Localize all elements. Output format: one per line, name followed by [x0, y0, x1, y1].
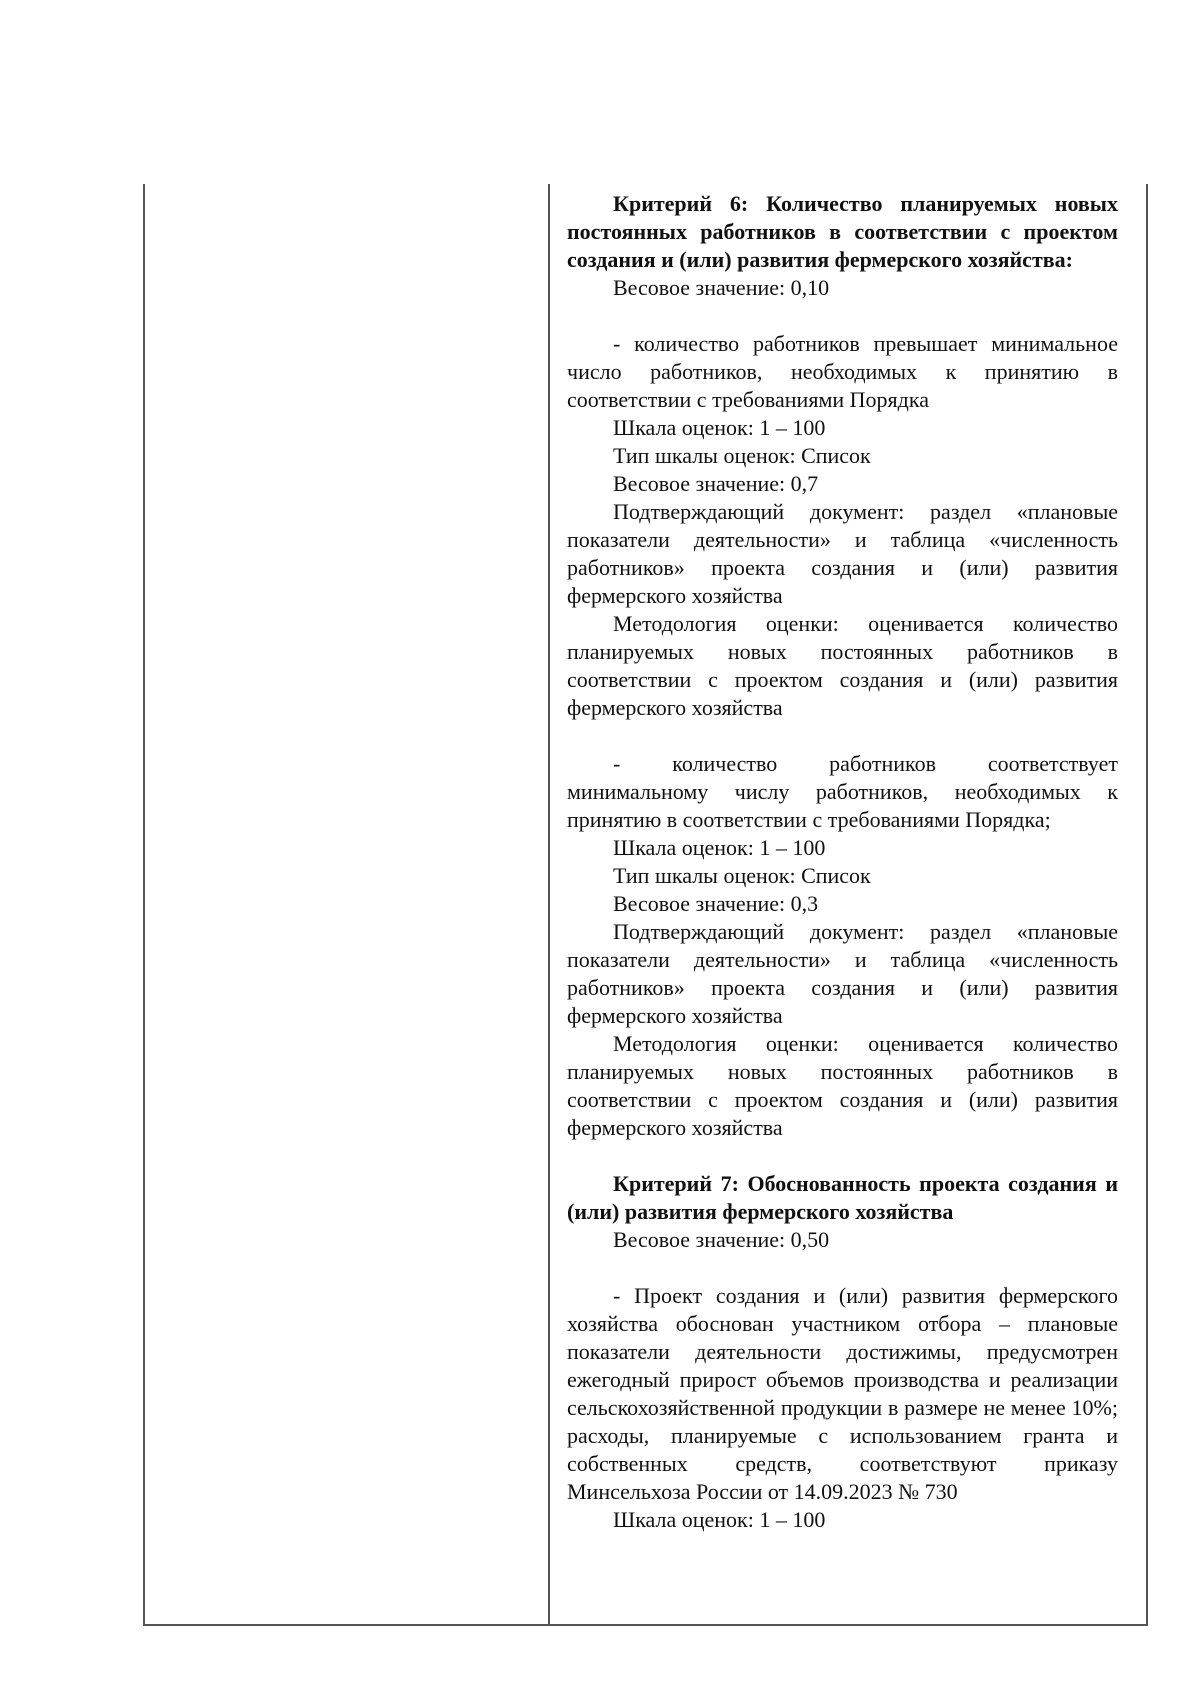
criterion-6-option-1-scale: Шкала оценок: 1 – 100	[613, 415, 826, 440]
criterion-6-heading: Критерий 6: Количество планируемых новых постоянных работников в соответствии с проектом создания и (или) развития фермерского хозяйства:	[567, 191, 1118, 272]
criterion-7-weight: Весовое значение: 0,50	[613, 1227, 830, 1252]
criterion-6-option-2-document: Подтверждающий документ: раздел «плановые показатели деятельности» и таблица «численность работников» проекта создания и (или) развития фермерского хозяйства	[567, 919, 1118, 1028]
criterion-6-option-2-text: - количество работников соответствует минимальному числу работников, необходимых к принятию в соответствии с требованиями Порядка;	[567, 751, 1118, 832]
criterion-6-option-2-scale-type: Тип шкалы оценок: Список	[613, 863, 871, 888]
criterion-6-option-2-scale: Шкала оценок: 1 – 100	[613, 835, 826, 860]
criterion-7-option-1-text: - Проект создания и (или) развития фермерского хозяйства обоснован участником отбора – плановые показатели деятельности достижимы, предусмотрен ежегодный прирост объемов производства и реализации сельскохозяйственной продукции в размере не менее 10%; расходы, планируемые с использованием гранта и собственных средств, соответствуют приказу Минсельхоза России от 14.09.2023 № 730	[567, 1283, 1118, 1504]
criterion-6-option-1-scale-type: Тип шкалы оценок: Список	[613, 443, 871, 468]
criteria-table	[143, 184, 1148, 1626]
column-divider	[548, 184, 550, 1624]
criterion-6-option-2-methodology: Методология оценки: оценивается количество планируемых новых постоянных работников в соответствии с проектом создания и (или) развития фермерского хозяйства	[567, 1031, 1118, 1140]
criterion-6-option-1-document: Подтверждающий документ: раздел «плановые показатели деятельности» и таблица «численность работников» проекта создания и (или) развития фермерского хозяйства	[567, 499, 1118, 608]
criterion-6-option-1-text: - количество работников превышает минимальное число работников, необходимых к принятию в соответствии с требованиями Порядка	[567, 331, 1118, 412]
criterion-6-option-1-weight: Весовое значение: 0,7	[613, 471, 819, 496]
criterion-6-weight: Весовое значение: 0,10	[613, 275, 830, 300]
criterion-7-option-1-scale: Шкала оценок: 1 – 100	[613, 1507, 826, 1532]
criterion-7-heading: Критерий 7: Обоснованность проекта создания и (или) развития фермерского хозяйства	[567, 1171, 1118, 1224]
criteria-cell	[567, 190, 1118, 1534]
criterion-6-option-1-methodology: Методология оценки: оценивается количество планируемых новых постоянных работников в соответствии с проектом создания и (или) развития фермерского хозяйства	[567, 611, 1118, 720]
criterion-6-option-2-weight: Весовое значение: 0,3	[613, 891, 819, 916]
